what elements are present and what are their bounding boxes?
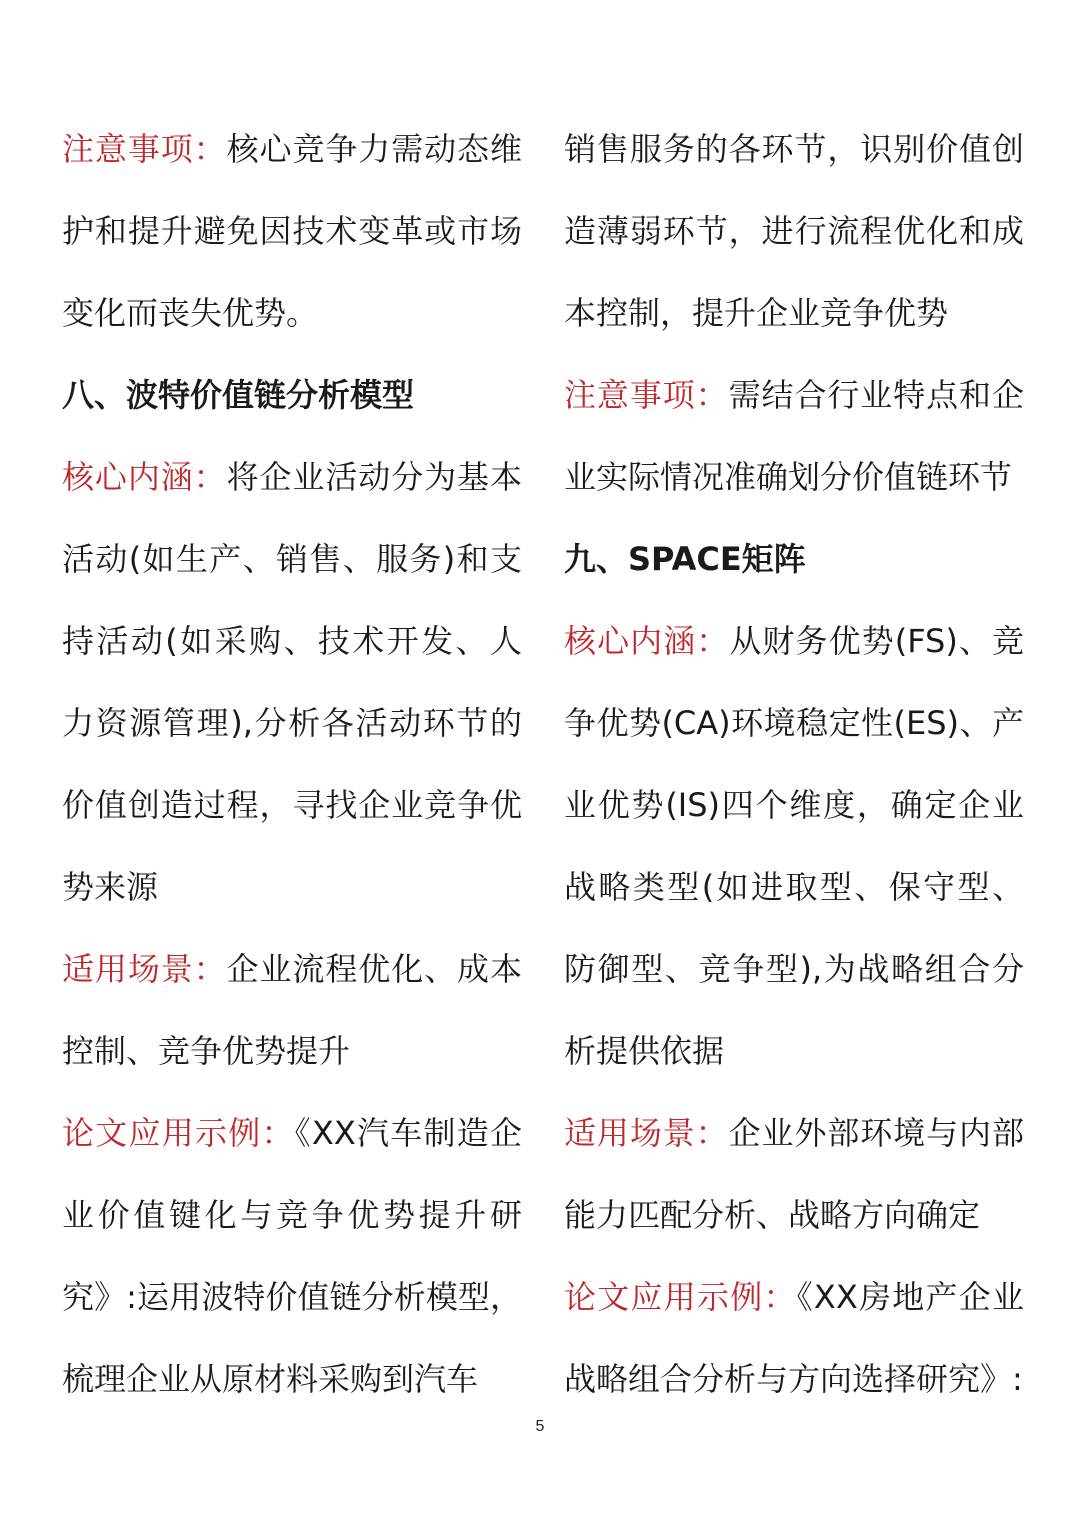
left-column <box>62 108 522 1420</box>
precautions-text: 核心竞争力需动态维护和提升避免因技术变革或市场变化而丧失优势。 <box>62 130 522 332</box>
scenario-text: 企业外部环境与内部能力匹配分析、战略方向确定 <box>564 1114 1024 1234</box>
precautions-label: 注意事项： <box>564 376 729 414</box>
example-paragraph <box>564 1256 1024 1420</box>
scenario-label: 适用场景： <box>564 1114 729 1152</box>
example-text: 《XX房地产企业战略组合分析与方向选择研究》: <box>564 1278 1024 1398</box>
core-meaning-paragraph <box>564 600 1024 1092</box>
core-meaning-label: 核心内涵： <box>564 622 730 660</box>
scenario-label: 适用场景： <box>62 950 227 988</box>
precautions-paragraph <box>62 108 522 354</box>
core-meaning-text: 将企业活动分为基本活动(如生产、销售、服务)和支持活动(如采购、技术开发、人力资源管理),分析各活动环节的价值创造过程，寻找企业竞争优势来源 <box>62 458 522 906</box>
scenario-text: 企业流程优化、成本控制、竞争优势提升 <box>62 950 522 1070</box>
page-number: 5 <box>535 1418 545 1435</box>
core-meaning-text: 从财务优势(FS)、竞争优势(CA)环境稳定性(ES)、产业优势(IS)四个维度，确定企业战略类型(如进取型、保守型、防御型、竞争型),为战略组合分析提供依据 <box>564 622 1024 1070</box>
section-heading-space: 九、SPACE矩阵 <box>564 540 806 578</box>
example-label: 论文应用示例： <box>62 1114 295 1152</box>
core-meaning-paragraph <box>62 436 522 928</box>
precautions-text: 需结合行业特点和企业实际情况准确划分价值链环节 <box>564 376 1024 496</box>
continued-paragraph <box>564 108 1024 354</box>
precautions-paragraph <box>564 354 1024 518</box>
core-meaning-label: 核心内涵： <box>62 458 227 496</box>
continued-text: 销售服务的各环节，识别价值创造薄弱环节，进行流程优化和成本控制，提升企业竞争优势 <box>564 130 1024 332</box>
scenario-paragraph <box>564 1092 1024 1256</box>
example-text: 《XX汽车制造企业价值键化与竞争优势提升研究》:运用波特价值链分析模型，梳理企业从原材料采购到汽车 <box>62 1114 522 1398</box>
precautions-label: 注意事项： <box>62 130 227 168</box>
example-label: 论文应用示例： <box>564 1278 797 1316</box>
example-paragraph <box>62 1092 522 1420</box>
section-heading-porter: 八、波特价值链分析模型 <box>62 376 415 414</box>
scenario-paragraph <box>62 928 522 1092</box>
right-column <box>564 108 1024 1420</box>
